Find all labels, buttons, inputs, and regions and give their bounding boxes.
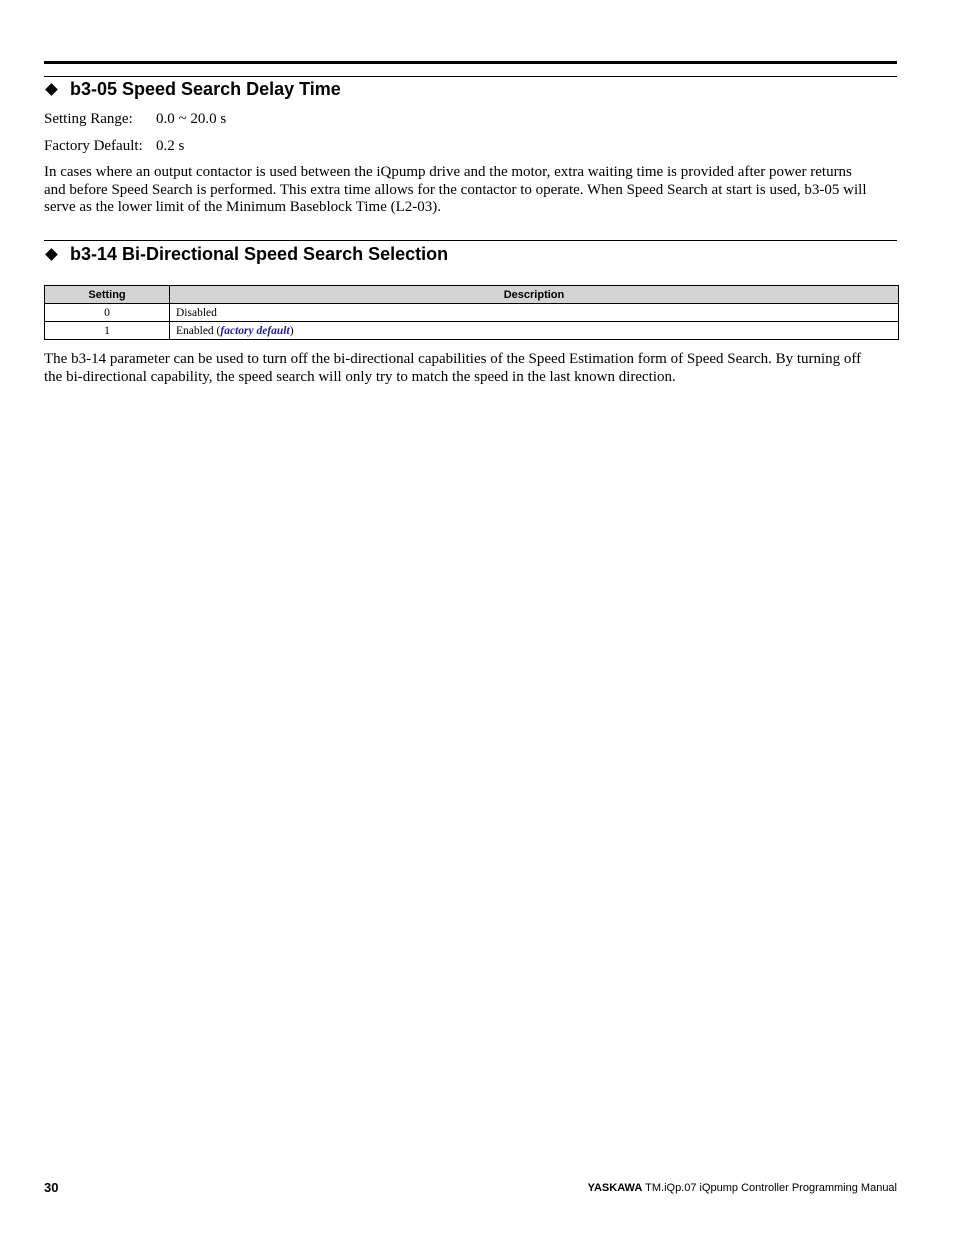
description-paragraph (44, 164, 904, 217)
page-number: 30 (44, 1180, 59, 1195)
section-divider (44, 76, 897, 77)
table-row (45, 304, 899, 322)
paragraph-line: In cases where an output contactor is used between the iQpump drive and the motor, extra waiting time is provided after power returns (44, 164, 852, 180)
settings-table (44, 285, 899, 340)
factory-default-line (44, 138, 185, 155)
section-divider (44, 240, 897, 241)
description-suffix: ) (289, 324, 294, 337)
setting-range-value: 0.0 ~ 20.0 s (156, 111, 227, 127)
factory-default-link[interactable]: factory default (220, 324, 290, 337)
description-text: Enabled ( (176, 324, 221, 337)
section-heading-b3-05 (44, 79, 341, 100)
section-title: b3-05 Speed Search Delay Time (70, 79, 341, 99)
diamond-bullet-icon (45, 83, 58, 96)
column-header-setting: Setting (45, 286, 170, 304)
description-paragraph (44, 351, 904, 386)
setting-cell: 0 (45, 304, 170, 322)
paragraph-line: serve as the lower limit of the Minimum Baseblock Time (L2-03). (44, 199, 442, 215)
diamond-bullet-icon (45, 248, 58, 261)
column-header-description: Description (170, 286, 899, 304)
factory-default-label: Factory Default: (44, 138, 143, 154)
setting-range-label: Setting Range: (44, 111, 133, 127)
manual-name: TM.iQp.07 iQpump Controller Programming Manual (645, 1182, 897, 1194)
paragraph-line: The b3-14 parameter can be used to turn off the bi-directional capabilities of the Speed Estimation form of Speed Search. By turning off (44, 351, 862, 367)
paragraph-line: and before Speed Search is performed. This extra time allows for the contactor to operate. When Speed Search at start is used, b3-05 will (44, 181, 867, 198)
footer-manual-title (588, 1182, 897, 1194)
description-cell: Disabled (170, 304, 899, 322)
table-header-row (45, 286, 899, 304)
description-cell (170, 322, 899, 340)
factory-default-value: 0.2 s (156, 138, 185, 154)
top-rule (44, 61, 897, 64)
section-heading-b3-14 (44, 244, 448, 265)
table-row (45, 322, 899, 340)
paragraph-line: the bi-directional capability, the speed search will only try to match the speed in the last known direction. (44, 368, 676, 385)
section-title: b3-14 Bi-Directional Speed Search Selection (70, 244, 449, 264)
brand-name: YASKAWA (587, 1182, 643, 1194)
setting-cell: 1 (45, 322, 170, 340)
setting-range-line (44, 111, 227, 128)
